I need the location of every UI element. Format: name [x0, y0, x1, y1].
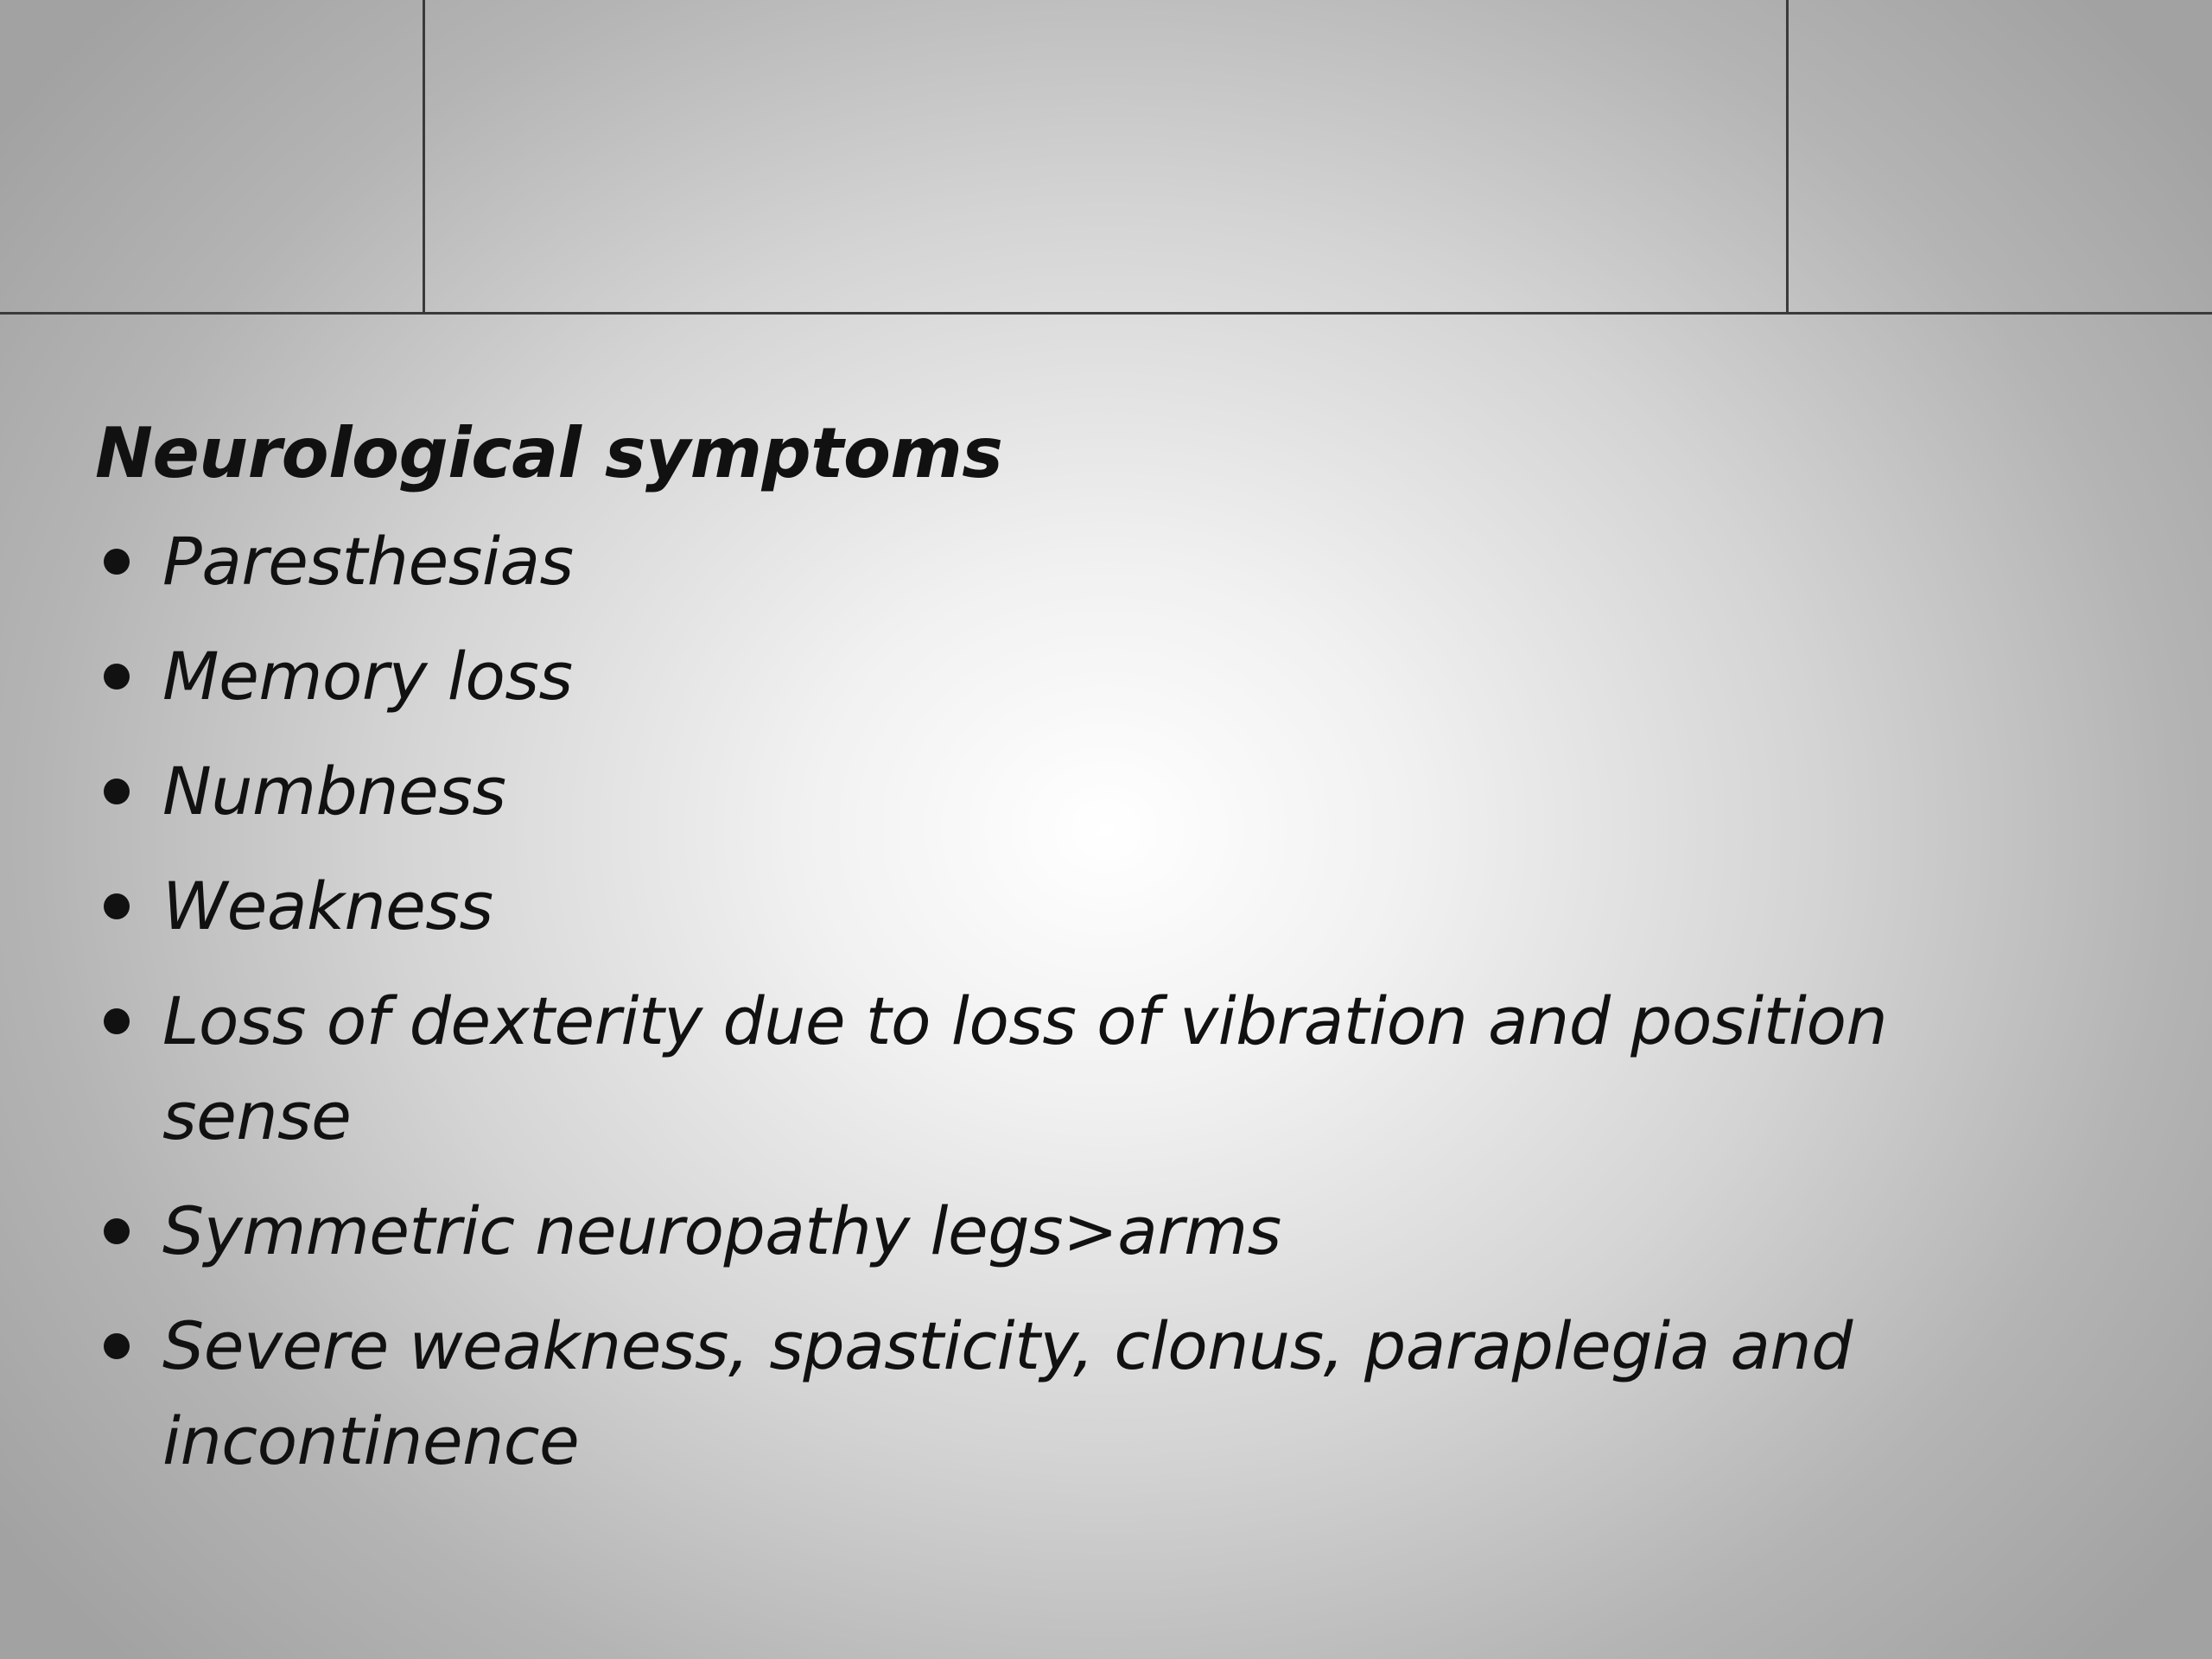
bullet-icon [104, 664, 130, 690]
list-item-text: Symmetric neuropathy legs>arms [162, 1192, 1281, 1269]
list-item-text: Numbness [162, 753, 506, 830]
list-item-text: Severe weakness, spasticity, clonus, paraplegia and incontinence [162, 1307, 1853, 1479]
bullet-icon [104, 1008, 130, 1034]
list-item [95, 859, 2046, 954]
header-left-divider [423, 0, 425, 314]
list-item [95, 1184, 2046, 1279]
list-item [95, 514, 2046, 609]
bullet-icon [104, 549, 130, 575]
bullet-list [95, 514, 2169, 1489]
list-item-text: Memory loss [162, 638, 573, 715]
header-divider-line [0, 312, 2212, 315]
header-right-divider [1786, 0, 1789, 314]
list-item-text: Weakness [162, 868, 493, 944]
list-item-text: Paresthesias [162, 523, 574, 600]
bullet-icon [104, 1218, 130, 1244]
slide-heading: Neurological symptoms [95, 413, 1003, 493]
list-item [95, 974, 2046, 1164]
slide-content [95, 393, 2169, 1509]
list-item [95, 1299, 1891, 1489]
bullet-icon [104, 893, 130, 919]
list-item-text: Loss of dexterity due to loss of vibration and position sense [162, 982, 1888, 1154]
list-item [95, 744, 2046, 839]
list-item [95, 629, 2046, 724]
bullet-icon [104, 1333, 130, 1359]
bullet-icon [104, 779, 130, 804]
